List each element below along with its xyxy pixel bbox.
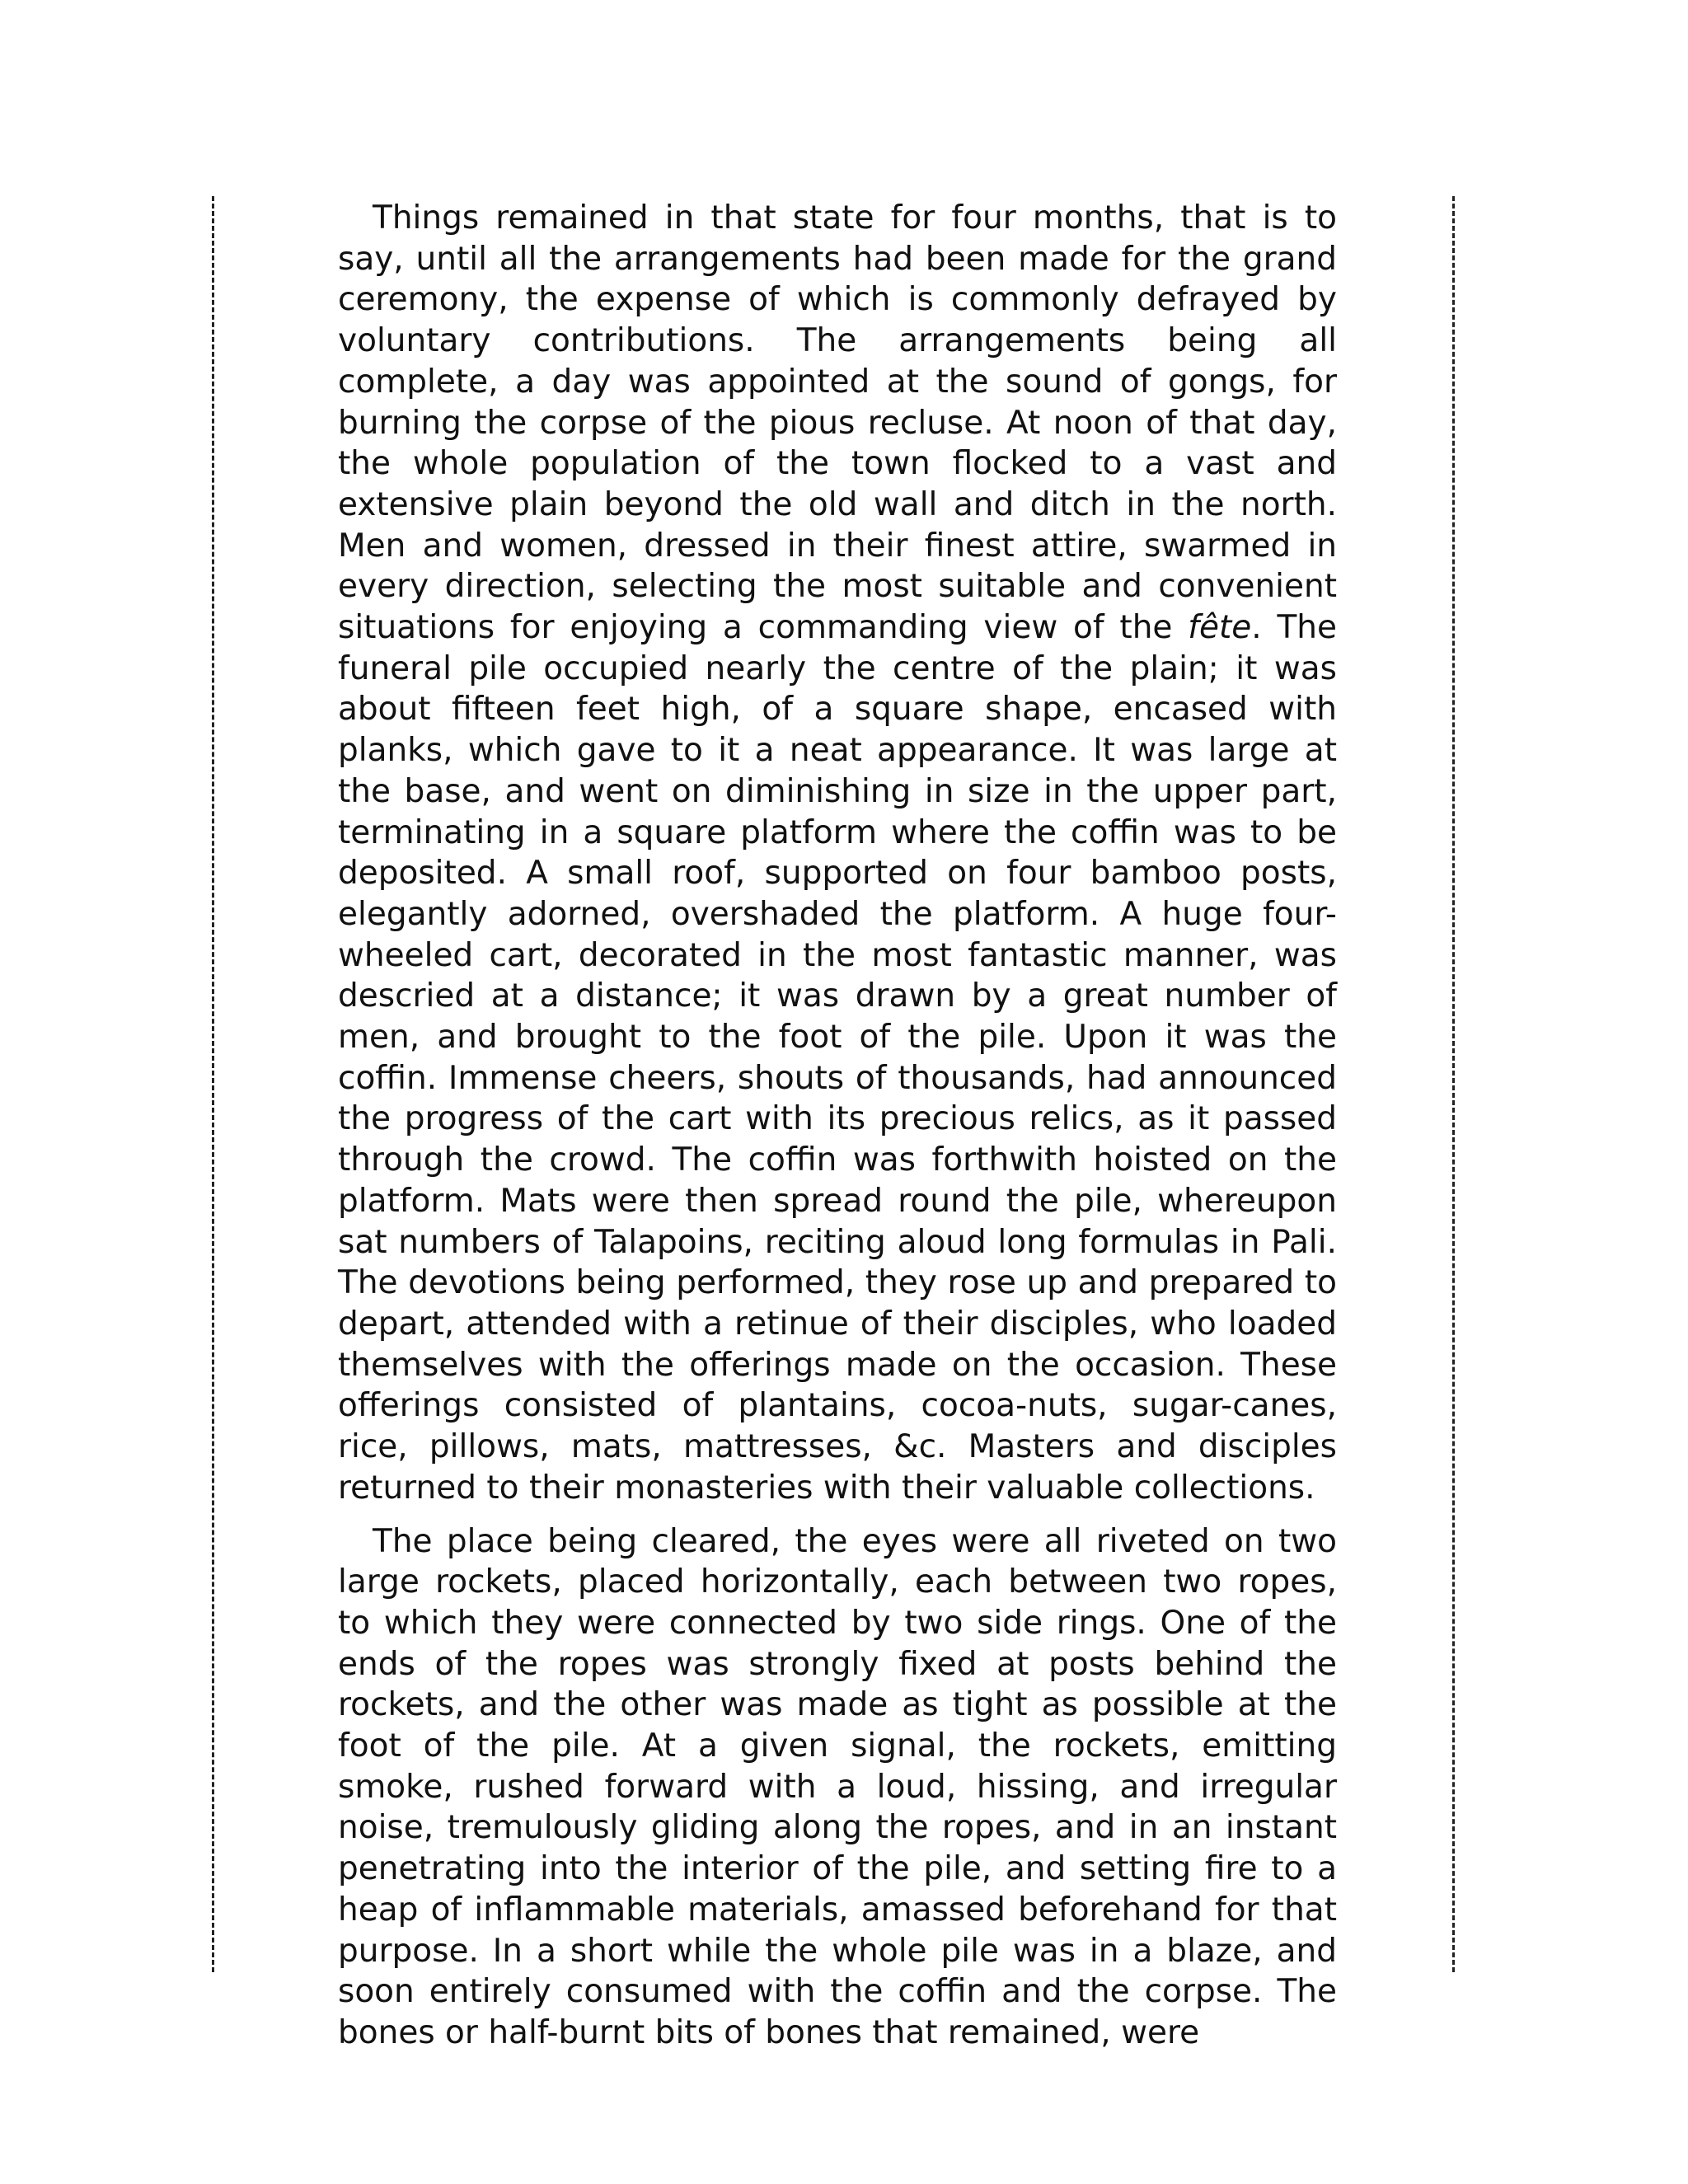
italic-word-fete: fête [1188,609,1252,647]
page-body [338,198,1337,2066]
left-margin-rule [212,196,214,1972]
paragraph-1 [338,198,1337,1509]
paragraph-1-text-after: . The funeral pile occupied nearly the centre of the plain; it was about fifteen feet high, of a square shape, encased with planks, which gave to it a neat appearance. It was large at the base, and went on diminishing in size in the upper part, terminating in a square platform where the coffin was to be deposited. A small roof, supported on four bamboo posts, elegantly adorned, overshaded the platform. A huge four-wheeled cart, decorated in the most fantastic manner, was descried at a distance; it was drawn by a great number of men, and brought to the foot of the pile. Upon it was the coffin. Immense cheers, shouts of thousands, had announced the progress of the cart with its precious relics, as it passed through the crowd. The coffin was forthwith hoisted on the platform. Mats were then spread round the pile, whereupon sat numbers of Talapoins, reciting aloud long formulas in Pali. The devotions being performed, they rose up and prepared to depart, attended with a retinue of their disciples, who loaded themselves with the offerings made on the occasion. These offerings consisted of plantains, cocoa-nuts, sugar-canes, rice, pillows, mats, mattresses, &c. Masters and disciples returned to their monasteries with their valuable collections. [338,609,1337,1507]
right-margin-rule [1452,196,1455,1972]
paragraph-2: The place being cleared, the eyes were all riveted on two large rockets, placed horizontally, each between two ropes, to which they were connected by two side rings. One of the ends of the ropes was strongly fixed at posts behind the rockets, and the other was made as tight as possible at the foot of the pile. At a given signal, the rockets, emitting smoke, rushed forward with a loud, hissing, and irregular noise, tremulously gliding along the ropes, and in an instant penetrating into the interior of the pile, and setting fire to a heap of inflammable materials, amassed beforehand for that purpose. In a short while the whole pile was in a blaze, and soon entirely consumed with the coffin and the corpse. The bones or half-burnt bits of bones that remained, were [338,1522,1337,2051]
paragraph-1-text-before: Things remained in that state for four months, that is to say, until all the arrangements had been made for the grand ceremony, the expense of which is commonly defrayed by voluntary contributions. The arrangements being all complete, a day was appointed at the sound of gongs, for burning the corpse of the pious recluse. At noon of that day, the whole population of the town flocked to a vast and extensive plain beyond the old wall and ditch in the north. Men and women, dressed in their finest attire, swarmed in every direction, selecting the most suitable and convenient situations for enjoying a commanding view of the [338,199,1337,647]
